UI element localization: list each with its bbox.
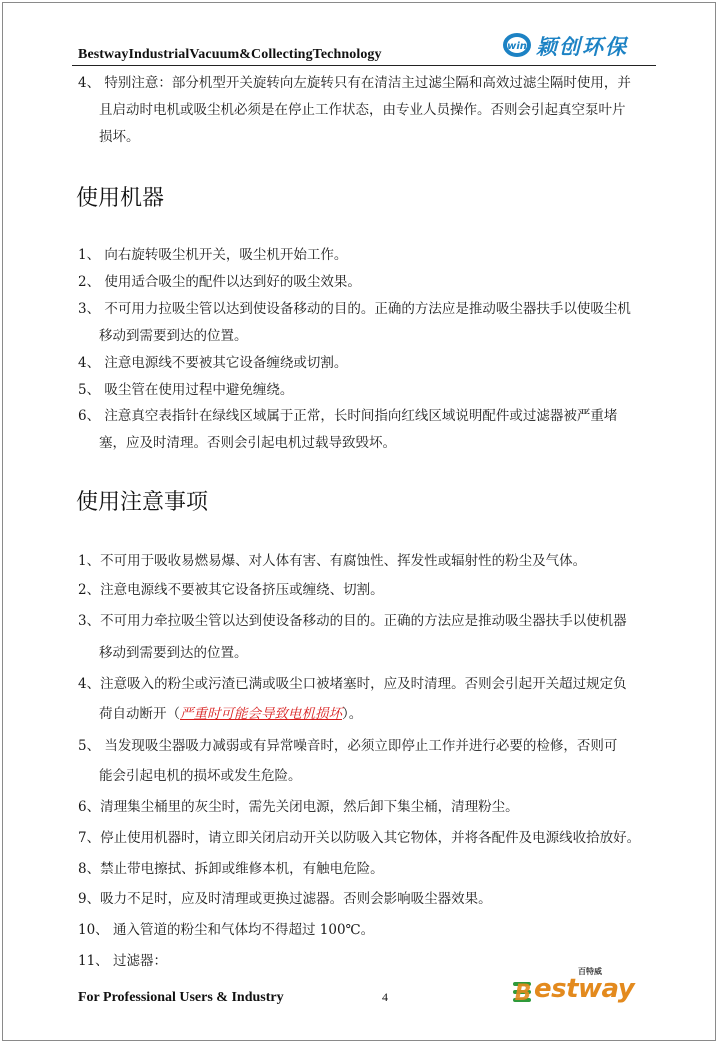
list-item: 9、吸力不足时，应及时清理或更换过滤器。否则会影响吸尘器效果。 [78,891,492,907]
list-item: 6、 注意真空表指针在绿线区域属于正常，长时间指向红线区域说明配件或过滤器被严重堵 [78,408,618,424]
bestway-logo-cn: 百特威 [578,967,602,976]
list-item: 4、 注意电源线不要被其它设备缠绕或切割。 [78,355,348,371]
logo-badge-text: win [507,41,527,52]
footer-text: For Professional Users & Industry [78,990,284,1005]
paragraph-line: 且启动时电机或吸尘机必须是在停止工作状态，由专业人员操作。否则会引起真空泵叶片 [99,102,626,118]
company-logo [502,31,632,59]
bestway-b-icon [512,980,534,1004]
list-item: 7、停止使用机器时，请立即关闭启动开关以防吸入其它物体，并将各配件及电源线收拾放好。 [78,830,641,846]
section-heading-use: 使用机器 [76,186,165,211]
list-item: 3、不可用力牵拉吸尘管以达到使设备移动的目的。正确的方法应是推动吸尘器扶手以使机器 [78,613,627,629]
list-item: 3、 不可用力拉吸尘管以达到使设备移动的目的。正确的方法应是推动吸尘器扶手以使吸尘机 [78,301,631,317]
warning-text: 严重时可能会导致电机损坏 [180,706,342,722]
bestway-b-letter: B [514,981,532,1004]
list-item: 4、注意吸入的粉尘或污渣已满或吸尘口被堵塞时，应及时清理。否则会引起开关超过规定负 [78,676,627,692]
list-item: 10、 通入管道的粉尘和气体均不得超过 100℃。 [78,922,375,938]
list-item: 1、 向右旋转吸尘机开关，吸尘机开始工作。 [78,247,348,263]
paragraph-line: 4、 特别注意：部分机型开关旋转向左旋转只有在清洁主过滤尘隔和高效过滤尘隔时使用，并 [78,75,631,91]
win-badge-icon [502,32,532,58]
bestway-logo [508,966,635,1010]
list-item: 6、清理集尘桶里的灰尘时，需先关闭电源，然后卸下集尘桶，清理粉尘。 [78,799,519,815]
list-item: 移动到需要到达的位置。 [99,328,248,344]
section-heading-notes: 使用注意事项 [76,490,209,515]
list-item: 塞，应及时清理。否则会引起电机过载导致毁坏。 [99,435,396,451]
list-item: 8、禁止带电擦拭、拆卸或维修本机，有触电危险。 [78,861,384,877]
line-suffix: ）。 [342,706,363,722]
list-item: 5、 当发现吸尘器吸力减弱或有异常噪音时，必须立即停止工作并进行必要的检修，否则可 [78,738,618,754]
line-prefix: 荷自动断开（ [99,706,180,722]
list-item: 移动到需要到达的位置。 [99,645,248,661]
list-item: 2、 使用适合吸尘的配件以达到好的吸尘效果。 [78,274,361,290]
list-item: 11、 过滤器： [78,953,167,969]
list-item: 1、不可用于吸收易燃易爆、对人体有害、有腐蚀性、挥发性或辐射性的粉尘及气体。 [78,553,587,569]
paragraph-line: 损坏。 [99,129,140,145]
header-title: BestwayIndustrialVacuum&CollectingTechnology [78,47,382,62]
page-border [2,2,716,1041]
list-item: 能会引起电机的损坏或发生危险。 [99,768,302,784]
list-item: 2、注意电源线不要被其它设备挤压或缠绕、切割。 [78,582,384,598]
header-rule [72,65,656,66]
logo-cn-text: 颖创环保 [536,35,628,59]
list-item: 5、 吸尘管在使用过程中避免缠绕。 [78,382,294,398]
page-number: 4 [382,990,388,1004]
list-item [99,705,362,723]
bestway-logo-text: estway [534,974,635,1004]
